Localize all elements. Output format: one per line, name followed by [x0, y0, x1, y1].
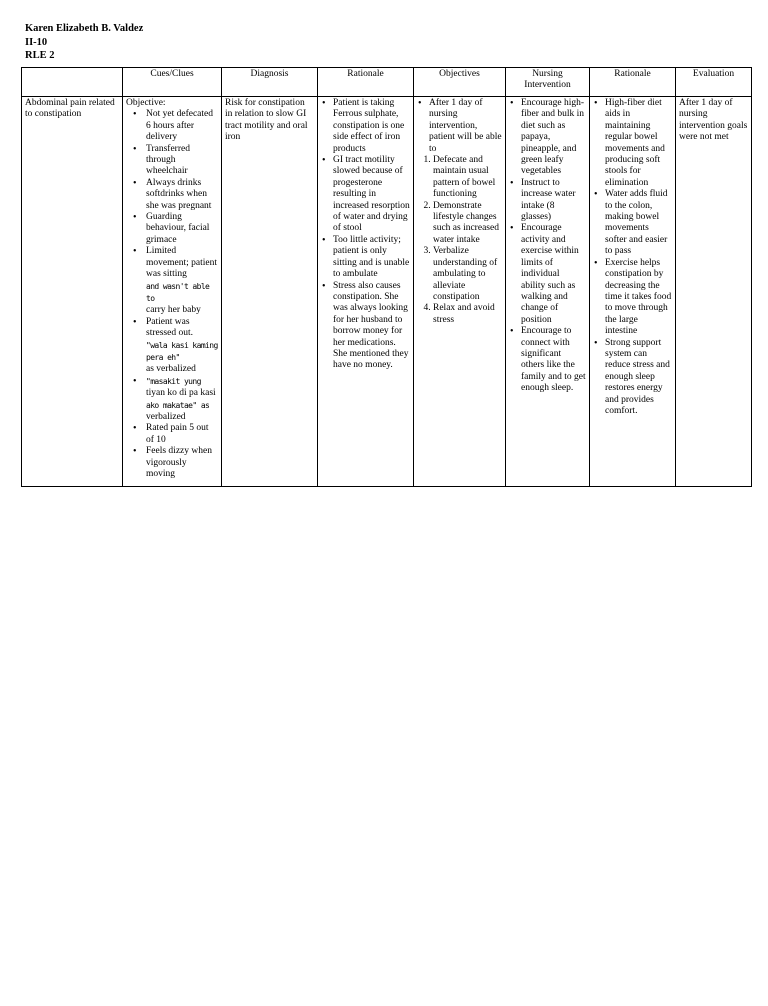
quote-text: tiyan ko di pa kasi	[146, 388, 216, 399]
list-item: • Stress also causes constipation. She was always looking for her husband to borrow money for her medications. She mentioned they have no money.	[333, 281, 410, 372]
list-item: • Water adds fluid to the colon, making bowel movements softer and easier to pass	[605, 189, 672, 257]
list-item: • Encourage high-fiber and bulk in diet such as papaya, pineapple, and green leafy vegetables	[521, 98, 586, 178]
column-header: Evaluation	[676, 68, 752, 97]
table-row	[22, 97, 752, 487]
document-header	[25, 22, 143, 63]
intervention-cell	[506, 97, 590, 487]
list-item	[146, 376, 218, 424]
list-item: • Not yet defecated 6 hours after delivery	[146, 109, 218, 143]
column-header: Rationale	[318, 68, 414, 97]
subject: RLE 2	[25, 50, 55, 61]
list-item: • Instruct to increase water intake (8 glasses)	[521, 178, 586, 224]
cue-text: carry her baby	[146, 305, 201, 316]
cues-label: Objective:	[126, 98, 166, 108]
column-header: Rationale	[590, 68, 676, 97]
objectives-intro: • After 1 day of nursing intervention, patient will be able to	[429, 98, 502, 155]
cues-cell	[123, 97, 222, 487]
problem-header	[22, 68, 123, 97]
objectives-cell	[414, 97, 506, 487]
rationale-cell	[318, 97, 414, 487]
list-item: • Always drinks softdrinks when she was pregnant	[146, 178, 218, 212]
evaluation-cell: After 1 day of nursing intervention goals were not met	[676, 97, 752, 487]
list-item	[146, 317, 218, 376]
cue-text: Patient was stressed out.	[146, 316, 193, 339]
list-item: • Feels dizzy when vigorously moving	[146, 446, 218, 480]
list-item: • Too little activity; patient is only sitting and is unable to ambulate	[333, 235, 410, 281]
column-header: Cues/Clues	[123, 68, 222, 97]
column-header: Objectives	[414, 68, 506, 97]
column-header: Diagnosis	[222, 68, 318, 97]
problem-cell: Abdominal pain related to constipation	[22, 97, 123, 487]
cue-text: and wasn't able to	[146, 281, 210, 303]
table-header-row	[22, 68, 752, 97]
quote-text: ako makatae" as	[146, 400, 210, 410]
column-header: Nursing Intervention	[506, 68, 590, 97]
list-item: • Transferred through wheelchair	[146, 144, 218, 178]
cue-text: as verbalized	[146, 364, 196, 375]
list-item: • Guarding behaviour, facial grimace	[146, 212, 218, 246]
list-item: • Rated pain 5 out of 10	[146, 423, 218, 446]
rationale-cell	[590, 97, 676, 487]
list-item: • Encourage activity and exercise within limits of individual ability such as walking and change of position	[521, 223, 586, 326]
list-item: 4. Relax and avoid stress	[433, 303, 502, 326]
cue-text: verbalized	[146, 411, 186, 422]
quote-text: "wala kasi kaming pera eh"	[146, 340, 218, 362]
quote-text: "masakit yung	[146, 376, 201, 386]
list-item: • High-fiber diet aids in maintaining regular bowel movements and producing soft stools for elimination	[605, 98, 672, 189]
list-item: 1. Defecate and maintain usual pattern of bowel functioning	[433, 155, 502, 201]
list-item: 2. Demonstrate lifestyle changes such as increased water intake	[433, 201, 502, 247]
list-item: • Encourage to connect with significant others like the family and to get enough sleep.	[521, 326, 586, 394]
cue-text: Limited movement; patient was sitting	[146, 246, 217, 280]
list-item: • Strong support system can reduce stress and enough sleep restores energy and provides comfort.	[605, 338, 672, 418]
nursing-care-plan-table	[21, 67, 752, 487]
diagnosis-cell: Risk for constipation in relation to slow GI tract motility and oral iron	[222, 97, 318, 487]
list-item: 3. Verbalize understanding of ambulating to alleviate constipation	[433, 246, 502, 303]
student-name: Karen Elizabeth B. Valdez	[25, 23, 144, 34]
list-item: • Exercise helps constipation by decreasing the time it takes food to move through the large intestine	[605, 258, 672, 338]
section: II-10	[25, 36, 48, 48]
list-item: • GI tract motility slowed because of progesterone resulting in increased resorption of water and drying of stool	[333, 155, 410, 235]
list-item: • Patient is taking Ferrous sulphate, constipation is one side effect of iron products	[333, 98, 410, 155]
list-item	[146, 246, 218, 316]
